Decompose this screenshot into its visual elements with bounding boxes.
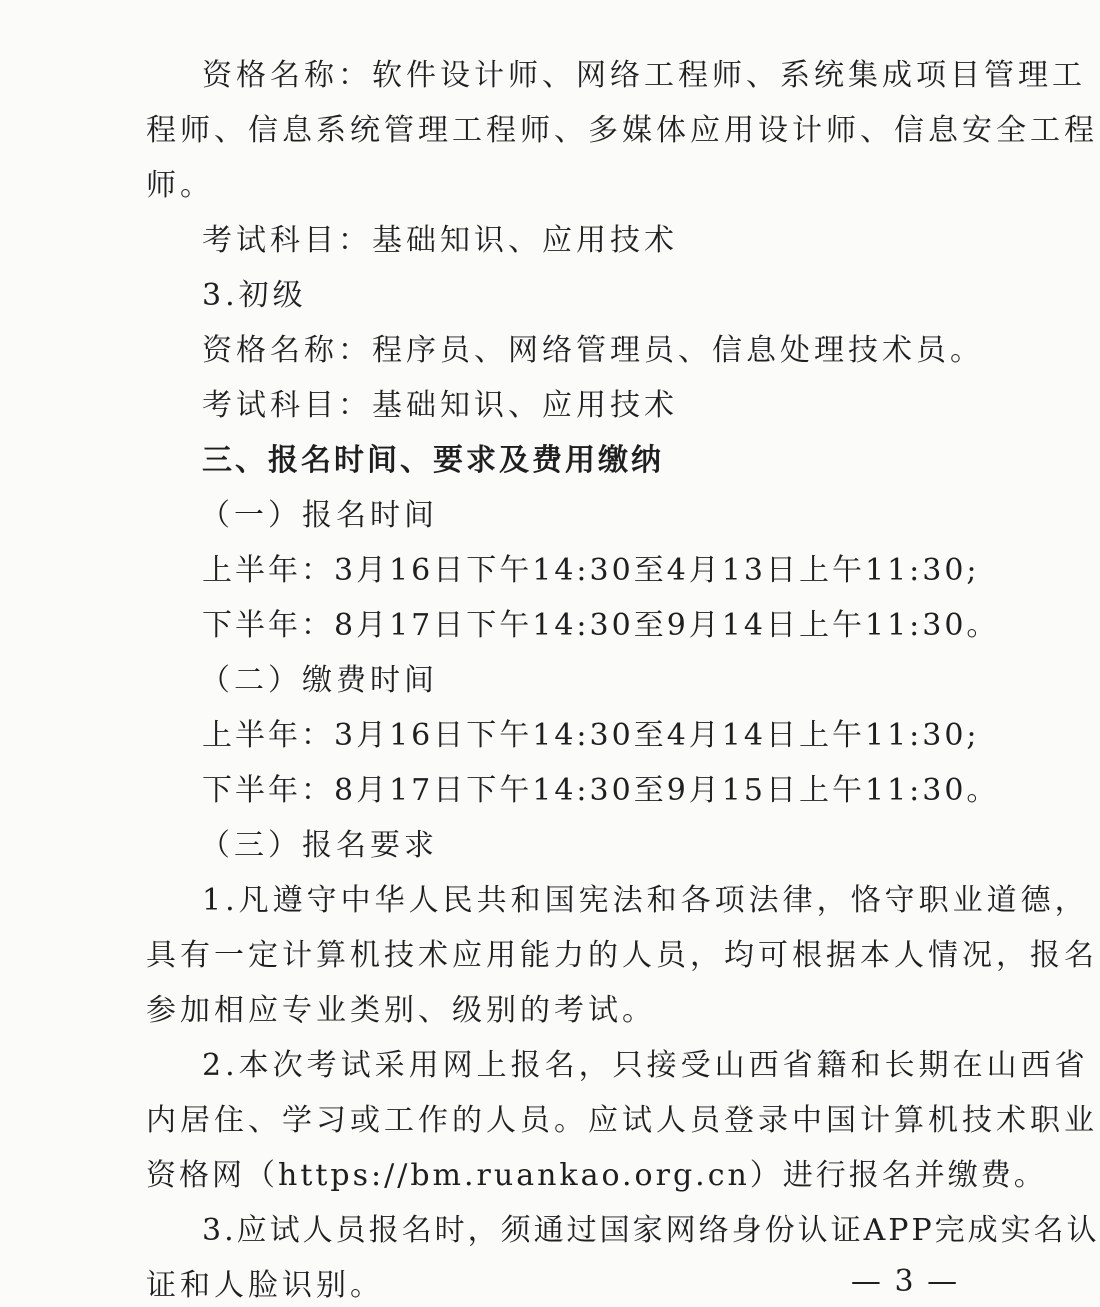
registration-time-heading: （一）报名时间: [200, 498, 438, 533]
requirement-2-line-2: 内居住、学习或工作的人员。应试人员登录中国计算机技术职业: [146, 1103, 1098, 1138]
requirement-3-line-2: 证和人脸识别。: [146, 1268, 384, 1303]
registration-requirements-heading: （三）报名要求: [200, 828, 438, 863]
section-three-heading: 三、报名时间、要求及费用缴纳: [202, 443, 664, 478]
requirement-1-line-3: 参加相应专业类别、级别的考试。: [146, 993, 656, 1028]
qualification-names-line-3: 师。: [146, 168, 214, 203]
qualification-names-junior: 资格名称：程序员、网络管理员、信息处理技术员。: [202, 333, 984, 368]
requirement-3-line-1: 3.应试人员报名时，须通过国家网络身份认证APP完成实名认: [202, 1213, 1100, 1248]
payment-first-half: 上半年：3月16日下午14:30至4月14日上午11:30;: [202, 718, 980, 753]
requirement-2-line-1: 2.本次考试采用网上报名，只接受山西省籍和长期在山西省: [202, 1048, 1089, 1083]
requirement-2-line-3: 资格网（https://bm.ruankao.org.cn）进行报名并缴费。: [146, 1158, 1047, 1193]
registration-first-half: 上半年：3月16日下午14:30至4月13日上午11:30;: [202, 553, 980, 588]
registration-second-half: 下半年：8月17日下午14:30至9月14日上午11:30。: [202, 608, 1000, 643]
page-number: — 3 —: [850, 1264, 960, 1299]
payment-second-half: 下半年：8月17日下午14:30至9月15日上午11:30。: [202, 773, 1000, 808]
exam-subjects-junior: 考试科目：基础知识、应用技术: [202, 388, 678, 423]
exam-subjects-intermediate: 考试科目：基础知识、应用技术: [202, 223, 678, 258]
qualification-names-line-1: 资格名称：软件设计师、网络工程师、系统集成项目管理工: [202, 58, 1086, 93]
requirement-1-line-1: 1.凡遵守中华人民共和国宪法和各项法律，恪守职业道德，: [202, 883, 1089, 918]
requirement-1-line-2: 具有一定计算机技术应用能力的人员，均可根据本人情况，报名: [146, 938, 1098, 973]
junior-level-heading: 3.初级: [202, 278, 307, 313]
qualification-names-line-2: 程师、信息系统管理工程师、多媒体应用设计师、信息安全工程: [146, 113, 1098, 148]
payment-time-heading: （二）缴费时间: [200, 663, 438, 698]
